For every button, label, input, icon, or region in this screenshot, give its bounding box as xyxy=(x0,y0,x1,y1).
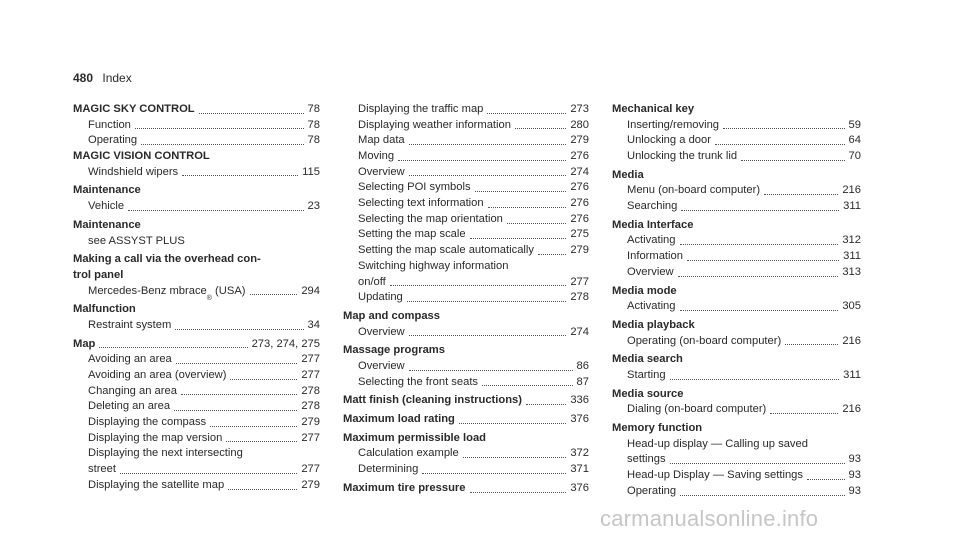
leader-dots xyxy=(470,238,567,239)
entry-text: Media xyxy=(612,168,644,181)
leader-dots xyxy=(482,385,573,386)
index-column-3 xyxy=(612,102,861,500)
entry-suffix: (USA) xyxy=(211,284,246,297)
entry-text: Switching highway information xyxy=(358,259,509,272)
page-reference: 276 xyxy=(570,181,589,194)
entry-text: Information xyxy=(627,250,683,263)
entry-text: Media mode xyxy=(612,284,677,297)
entry-text: Head-up Display — Saving settings xyxy=(627,469,803,482)
index-subentry xyxy=(343,446,589,462)
page-reference: 216 xyxy=(842,184,861,197)
leader-dots xyxy=(228,489,297,490)
page-reference: 280 xyxy=(570,118,589,131)
leader-dots xyxy=(398,160,566,161)
entry-text: Making a call via the overhead con- xyxy=(73,253,261,266)
page-reference: 277 xyxy=(301,431,320,444)
page-reference: 216 xyxy=(842,334,861,347)
page-reference: 276 xyxy=(570,212,589,225)
index-heading xyxy=(73,252,320,268)
index-column-1 xyxy=(73,102,320,494)
index-subentry xyxy=(73,352,320,368)
entry-text: Maintenance xyxy=(73,184,141,197)
page-reference: 93 xyxy=(848,469,861,482)
entry-text: street xyxy=(88,463,116,476)
page-reference: 311 xyxy=(843,200,861,213)
entry-text: Avoiding an area xyxy=(88,353,172,366)
index-heading xyxy=(343,393,589,409)
entry-text: Media source xyxy=(612,387,684,400)
entry-text: Mercedes-Benz mbrace xyxy=(88,284,207,297)
index-subentry xyxy=(612,368,861,384)
entry-text: Calculation example xyxy=(358,447,459,460)
section-title: Index xyxy=(102,71,132,85)
leader-dots xyxy=(174,410,297,411)
entry-text: Overview xyxy=(358,359,405,372)
index-subentry xyxy=(612,452,861,468)
entry-text: Overview xyxy=(627,265,674,278)
index-subentry xyxy=(73,478,320,494)
index-subentry xyxy=(612,249,861,265)
leader-dots xyxy=(670,379,840,380)
leader-dots xyxy=(764,194,838,195)
entry-text: Matt finish (cleaning instructions) xyxy=(343,394,523,407)
entry-text: Selecting the front seats xyxy=(358,375,479,388)
entry-text: Mechanical key xyxy=(612,103,695,115)
page-reference: 93 xyxy=(848,453,861,466)
entry-text: Malfunction xyxy=(73,303,136,316)
page-reference: 78 xyxy=(307,134,320,147)
index-subentry xyxy=(612,402,861,418)
page-reference: 216 xyxy=(842,403,861,416)
index-subentry xyxy=(612,334,861,350)
leader-dots xyxy=(409,175,567,176)
entry-text: Media search xyxy=(612,353,683,366)
entry-text: Starting xyxy=(627,368,666,381)
index-subentry xyxy=(73,234,320,250)
entry-text: Memory function xyxy=(612,422,703,435)
page-reference: 23 xyxy=(307,200,320,213)
index-subentry xyxy=(73,318,320,334)
page-header xyxy=(73,70,132,86)
leader-dots xyxy=(409,335,567,336)
entry-text: see ASSYST PLUS xyxy=(88,234,185,247)
leader-dots xyxy=(785,344,838,345)
leader-dots xyxy=(181,394,297,395)
index-subentry xyxy=(343,375,589,391)
leader-dots xyxy=(141,144,303,145)
index-heading xyxy=(612,102,861,118)
index-subentry xyxy=(612,484,861,500)
index-heading xyxy=(612,318,861,334)
index-heading xyxy=(343,309,589,325)
index-subentry xyxy=(343,228,589,244)
page-reference: 273 xyxy=(570,102,589,115)
index-subentry xyxy=(612,149,861,165)
page-reference: 311 xyxy=(843,250,861,263)
index-heading xyxy=(612,352,861,368)
entry-text: trol panel xyxy=(73,268,124,281)
entry-text: on/off xyxy=(358,275,386,288)
leader-dots xyxy=(475,191,567,192)
leader-dots xyxy=(176,363,298,364)
entry-text: MAGIC VISION CONTROL xyxy=(73,150,210,163)
entry-text: MAGIC SKY CONTROL xyxy=(73,102,195,115)
page-reference: 278 xyxy=(570,291,589,304)
entry-text: Media Interface xyxy=(612,218,694,231)
entry-text: Displaying the traffic map xyxy=(358,102,484,115)
leader-dots xyxy=(681,210,839,211)
entry-text: Maximum load rating xyxy=(343,413,455,426)
entry-text: Updating xyxy=(358,291,403,304)
index-heading xyxy=(612,218,861,234)
index-subentry xyxy=(343,133,589,149)
leader-dots xyxy=(390,285,567,286)
entry-text: Setting the map scale xyxy=(358,228,466,241)
entry-text: Selecting text information xyxy=(358,197,484,210)
page-reference: 274 xyxy=(570,165,589,178)
leader-dots xyxy=(741,160,844,161)
page-reference: 276 xyxy=(570,197,589,210)
index-subentry xyxy=(612,468,861,484)
index-heading xyxy=(73,268,320,284)
entry-text: Displaying the next intersecting xyxy=(88,447,243,460)
leader-dots xyxy=(670,463,845,464)
index-subentry xyxy=(612,437,861,453)
page-reference: 279 xyxy=(570,244,589,257)
index-subentry xyxy=(343,102,589,118)
index-subentry xyxy=(73,199,320,215)
leader-dots xyxy=(487,113,566,114)
entry-text: Moving xyxy=(358,150,395,163)
leader-dots xyxy=(770,413,838,414)
index-heading xyxy=(73,218,320,234)
entry-text: Map xyxy=(73,337,96,350)
entry-text: Operating (on-board computer) xyxy=(627,334,782,347)
page-reference: 279 xyxy=(301,416,320,429)
index-heading xyxy=(73,302,320,318)
page-reference: 93 xyxy=(848,484,861,497)
page-reference: 278 xyxy=(301,384,320,397)
page-reference: 313 xyxy=(842,265,861,278)
index-subentry xyxy=(612,234,861,250)
leader-dots xyxy=(470,492,567,493)
entry-text: Displaying the map version xyxy=(88,431,223,444)
index-subentry xyxy=(73,462,320,478)
index-subentry xyxy=(612,133,861,149)
entry-text: Media playback xyxy=(612,318,695,331)
page-reference: 294 xyxy=(301,284,320,297)
entry-text: Head-up display — Calling up saved xyxy=(627,437,808,450)
entry-text: Unlocking the trunk lid xyxy=(627,150,738,163)
watermark: carmanualsonline.info xyxy=(600,506,819,531)
leader-dots xyxy=(488,207,567,208)
page-reference: 312 xyxy=(842,234,861,247)
index-subentry xyxy=(73,431,320,447)
entry-text: Restraint system xyxy=(88,318,172,331)
entry-text: Inserting/removing xyxy=(627,118,720,131)
entry-text: settings xyxy=(627,453,666,466)
index-subentry xyxy=(73,133,320,149)
index-heading xyxy=(343,481,589,497)
page-reference: 78 xyxy=(307,102,320,115)
entry-text: Operating xyxy=(88,134,138,147)
entry-text: Function xyxy=(88,118,131,131)
entry-text: Map data xyxy=(358,134,405,147)
entry-text: Dialing (on-board computer) xyxy=(627,403,767,416)
page-reference: 277 xyxy=(301,463,320,476)
page-reference: 279 xyxy=(570,134,589,147)
entry-text: Avoiding an area (overview) xyxy=(88,368,227,381)
index-heading xyxy=(73,183,320,199)
page-reference: 376 xyxy=(570,481,589,494)
leader-dots xyxy=(526,404,566,405)
leader-dots xyxy=(680,310,839,311)
page-reference: 311 xyxy=(843,368,861,381)
index-heading xyxy=(73,337,320,353)
index-subentry xyxy=(343,180,589,196)
index-subentry xyxy=(73,399,320,415)
entry-text: Changing an area xyxy=(88,384,177,397)
leader-dots xyxy=(723,128,845,129)
entry-text: Displaying weather information xyxy=(358,118,511,131)
entry-text: Maintenance xyxy=(73,218,141,231)
page-reference: 372 xyxy=(570,447,589,460)
entry-text: Unlocking a door xyxy=(627,134,711,147)
index-subentry xyxy=(343,290,589,306)
page-reference: 279 xyxy=(301,478,320,491)
leader-dots xyxy=(120,473,297,474)
entry-text: Deleting an area xyxy=(88,400,171,413)
leader-dots xyxy=(175,329,303,330)
entry-text: Windshield wipers xyxy=(88,165,179,178)
index-heading xyxy=(343,412,589,428)
page-reference: 277 xyxy=(301,353,320,366)
index-subentry xyxy=(73,446,320,462)
index-subentry xyxy=(612,118,861,134)
leader-dots xyxy=(680,495,844,496)
leader-dots xyxy=(250,294,298,295)
entry-text: Selecting POI symbols xyxy=(358,181,471,194)
index-subentry xyxy=(343,259,589,275)
leader-dots xyxy=(226,441,297,442)
entry-text: Displaying the compass xyxy=(88,416,207,429)
leader-dots xyxy=(182,175,298,176)
leader-dots xyxy=(678,276,839,277)
index-subentry xyxy=(73,384,320,400)
index-heading xyxy=(612,387,861,403)
index-subentry xyxy=(343,462,589,478)
entry-text: Menu (on-board computer) xyxy=(627,184,761,197)
entry-text: Displaying the satellite map xyxy=(88,478,225,491)
index-subentry xyxy=(73,165,320,181)
leader-dots xyxy=(538,254,566,255)
index-subentry xyxy=(343,212,589,228)
page-reference: 274 xyxy=(570,325,589,338)
page-reference: 276 xyxy=(570,150,589,163)
entry-text: Activating xyxy=(627,300,676,313)
index-subentry xyxy=(612,299,861,315)
index-subentry xyxy=(612,183,861,199)
leader-dots xyxy=(687,260,839,261)
page-reference: 376 xyxy=(570,413,589,426)
leader-dots xyxy=(230,379,297,380)
index-subentry xyxy=(343,243,589,259)
entry-text: Vehicle xyxy=(88,200,125,213)
index-heading xyxy=(612,284,861,300)
page-reference: 305 xyxy=(842,300,861,313)
page-reference: 34 xyxy=(307,318,320,331)
leader-dots xyxy=(409,370,573,371)
leader-dots xyxy=(199,113,304,114)
entry-text: Map and compass xyxy=(343,309,440,322)
leader-dots xyxy=(680,244,839,245)
index-subentry xyxy=(73,118,320,134)
leader-dots xyxy=(459,423,566,424)
leader-dots xyxy=(99,347,247,348)
entry-text: Maximum permissible load xyxy=(343,431,486,444)
page-reference: 86 xyxy=(576,359,589,372)
index-heading xyxy=(612,421,861,437)
entry-text: Determining xyxy=(358,463,419,476)
page-reference: 277 xyxy=(570,275,589,288)
page-reference: 275 xyxy=(570,228,589,241)
leader-dots xyxy=(515,128,566,129)
index-heading xyxy=(73,149,320,165)
index-subentry: Mercedes-Benz mbrace ® (USA) 294 xyxy=(88,284,320,303)
index-subentry xyxy=(343,359,589,375)
index-subentry xyxy=(343,165,589,181)
page-reference: 78 xyxy=(307,118,320,131)
page-reference: 371 xyxy=(570,463,589,476)
entry-text: Maximum tire pressure xyxy=(343,481,466,494)
index-heading xyxy=(343,431,589,447)
page-reference: 64 xyxy=(848,134,861,147)
index-subentry xyxy=(343,196,589,212)
index-subentry xyxy=(343,118,589,134)
index-subentry xyxy=(612,199,861,215)
index-heading xyxy=(343,343,589,359)
entry-text: Setting the map scale automatically xyxy=(358,244,534,257)
index-heading xyxy=(73,102,320,118)
index-subentry xyxy=(73,415,320,431)
entry-text: Overview xyxy=(358,325,405,338)
entry-text: Searching xyxy=(627,200,678,213)
page-reference: 70 xyxy=(848,150,861,163)
index-column-2 xyxy=(343,102,589,497)
entry-text: Operating xyxy=(627,484,677,497)
page-number: 480 xyxy=(73,71,94,85)
leader-dots xyxy=(128,210,303,211)
page-reference: 277 xyxy=(301,368,320,381)
index-heading xyxy=(612,168,861,184)
leader-dots xyxy=(715,144,845,145)
index-subentry xyxy=(343,275,589,291)
leader-dots xyxy=(807,479,845,480)
leader-dots xyxy=(135,128,304,129)
page-reference: 273, 274, 275 xyxy=(251,337,320,350)
entry-text: Massage programs xyxy=(343,344,445,357)
entry-text: Activating xyxy=(627,234,676,247)
leader-dots xyxy=(407,301,567,302)
index-subentry xyxy=(73,368,320,384)
leader-dots xyxy=(210,426,297,427)
page-reference: 115 xyxy=(302,165,320,178)
leader-dots xyxy=(409,144,567,145)
page-reference: 59 xyxy=(848,118,861,131)
leader-dots xyxy=(463,457,567,458)
page-reference: 278 xyxy=(301,400,320,413)
index-subentry xyxy=(343,325,589,341)
index-subentry xyxy=(343,149,589,165)
leader-dots xyxy=(507,223,566,224)
page-reference: 336 xyxy=(570,394,589,407)
page-reference: 87 xyxy=(576,375,589,388)
entry-text: Overview xyxy=(358,165,405,178)
index-subentry xyxy=(612,265,861,281)
entry-text: Selecting the map orientation xyxy=(358,212,503,225)
leader-dots xyxy=(422,473,566,474)
